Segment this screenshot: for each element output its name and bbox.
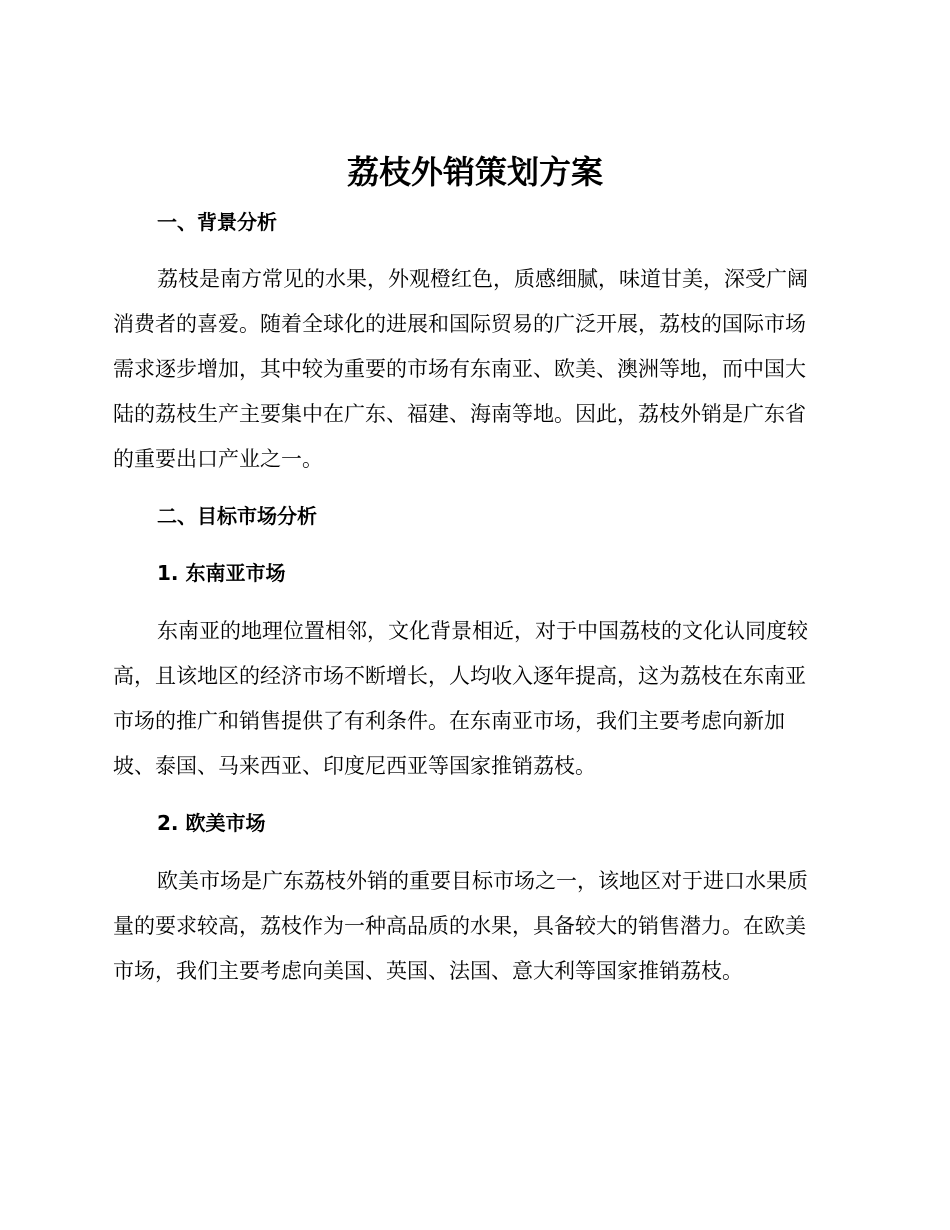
section-heading-target-market: 二、目标市场分析 [157,504,317,528]
paragraph-line: 陆的荔枝生产主要集中在广东、福建、海南等地。因此，荔枝外销是广东省 [113,402,806,426]
paragraph-line: 消费者的喜爱。随着全球化的进展和国际贸易的广泛开展，荔枝的国际市场 [113,312,806,336]
paragraph-line: 荔枝是南方常见的水果，外观橙红色，质感细腻，味道甘美，深受广阔 [157,267,808,291]
paragraph-line: 高，且该地区的经济市场不断增长，人均收入逐年提高，这为荔枝在东南亚 [113,664,806,688]
paragraph-line: 市场，我们主要考虑向美国、英国、法国、意大利等国家推销荔枝。 [113,959,743,983]
paragraph-line: 东南亚的地理位置相邻，文化背景相近，对于中国荔枝的文化认同度较 [157,619,808,643]
subsection-heading-europe-america: 2. 欧美市场 [157,811,266,835]
paragraph-line: 的重要出口产业之一。 [113,447,323,471]
paragraph-background [113,257,833,482]
paragraph-line: 坡、泰国、马来西亚、印度尼西亚等国家推销荔枝。 [113,754,596,778]
subsection-heading-southeast-asia: 1. 东南亚市场 [157,561,286,585]
paragraph-line: 欧美市场是广东荔枝外销的重要目标市场之一，该地区对于进口水果质 [157,869,808,893]
paragraph-line: 需求逐步增加，其中较为重要的市场有东南亚、欧美、澳洲等地，而中国大 [113,357,806,381]
paragraph-europe-america [113,859,833,994]
paragraph-southeast-asia [113,609,833,789]
document-title: 荔枝外销策划方案 [346,153,603,191]
paragraph-line: 市场的推广和销售提供了有利条件。在东南亚市场，我们主要考虑向新加 [113,709,785,733]
section-heading-background: 一、背景分析 [157,210,277,234]
paragraph-line: 量的要求较高，荔枝作为一种高品质的水果，具备较大的销售潜力。在欧美 [113,914,806,938]
